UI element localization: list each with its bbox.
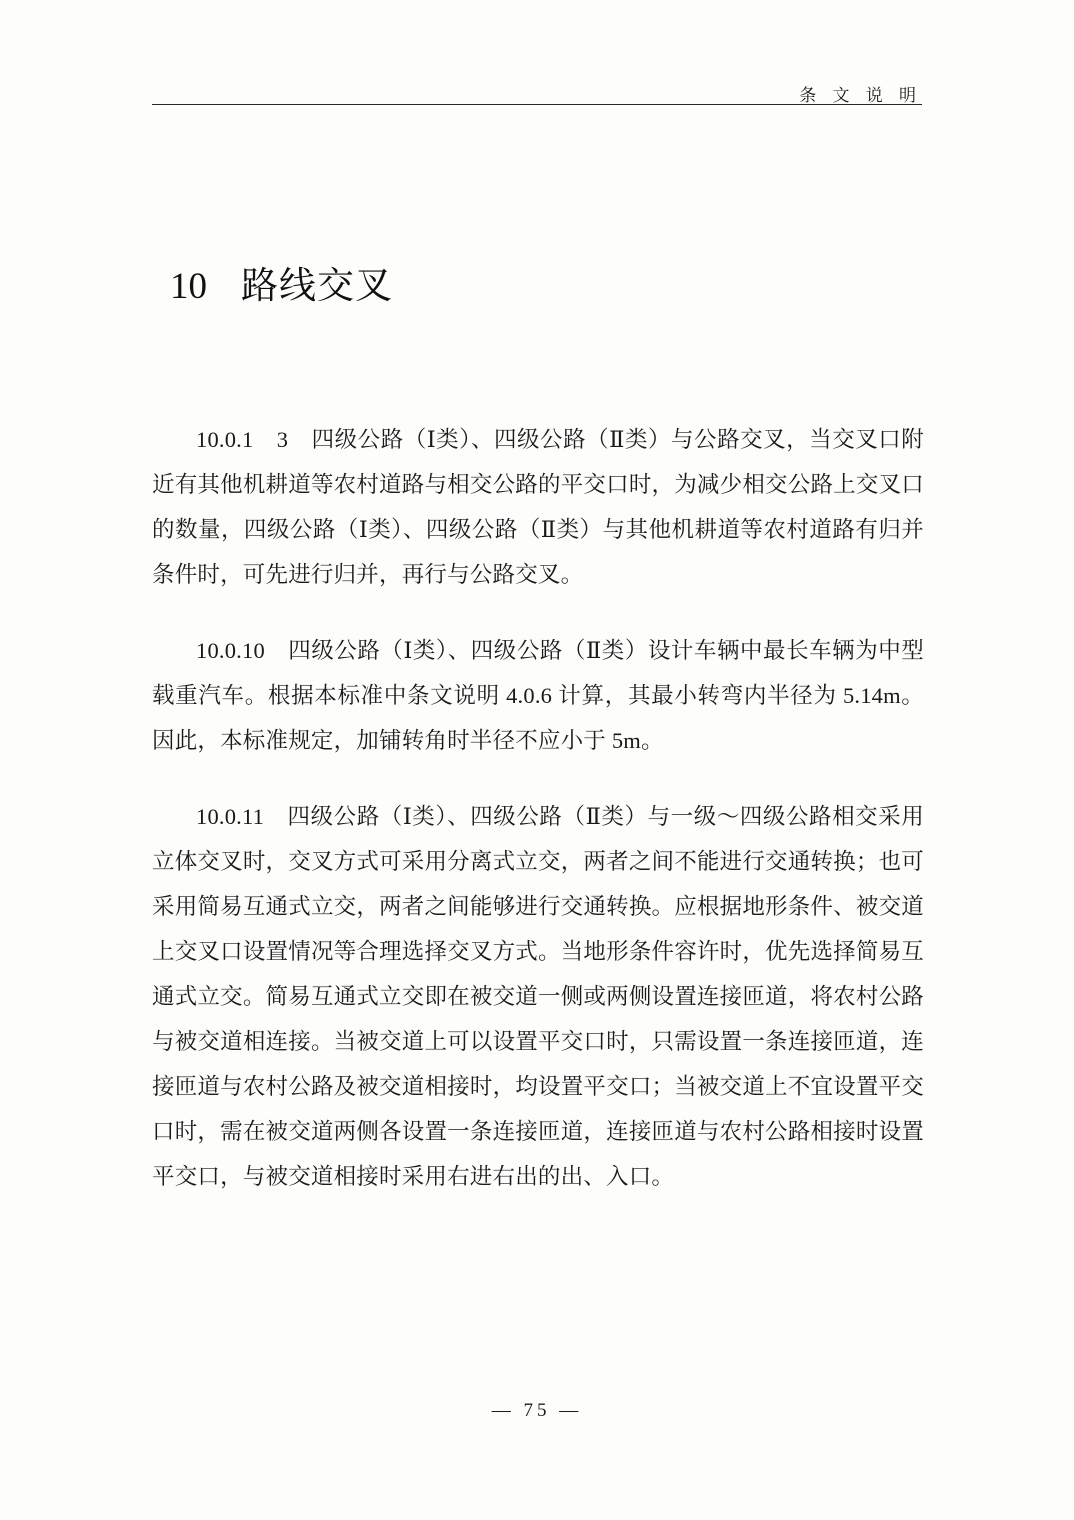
chapter-title-text: 路线交叉 bbox=[241, 266, 393, 307]
page-content bbox=[152, 150, 924, 1199]
body-text bbox=[152, 417, 924, 1199]
paragraph-10-0-10: 10.0.10 四级公路（Ⅰ类）、四级公路（Ⅱ类）设计车辆中最长车辆为中型载重汽车。根据本标准中条文说明 4.0.6 计算，其最小转弯内半径为 5.14m。因此，本标准规定，加铺转角时半径不应小于 5m。 bbox=[152, 638, 924, 753]
header-divider bbox=[152, 104, 922, 105]
header-label: 条 文 说 明 bbox=[799, 86, 922, 105]
chapter-heading bbox=[170, 255, 924, 309]
page-header bbox=[152, 72, 922, 106]
page-footer bbox=[0, 1400, 1074, 1422]
page-number: — 75 — bbox=[491, 1400, 583, 1421]
paragraph-10-0-11: 10.0.11 四级公路（Ⅰ类）、四级公路（Ⅱ类）与一级～四级公路相交采用立体交叉时，交叉方式可采用分离式立交，两者之间不能进行交通转换；也可采用简易互通式立交，两者之间能够进行交通转换。应根据地形条件、被交道上交叉口设置情况等合理选择交叉方式。当地形条件容许时，优先选择简易互通式立交。简易互通式立交即在被交道一侧或两侧设置连接匝道，将农村公路与被交道相连接。当被交道上可以设置平交口时，只需设置一条连接匝道，连接匝道与农村公路及被交道相接时，均设置平交口；当被交道上不宜设置平交口时，需在被交道两侧各设置一条连接匝道，连接匝道与农村公路相接时设置平交口，与被交道相接时采用右进右出的出、入口。 bbox=[152, 804, 924, 1189]
paragraph-10-0-1: 10.0.1 3 四级公路（Ⅰ类）、四级公路（Ⅱ类）与公路交叉，当交叉口附近有其他机耕道等农村道路与相交公路的平交口时，为减少相交公路上交叉口的数量，四级公路（Ⅰ类）、四级公路（Ⅱ类）与其他机耕道等农村道路有归并条件时，可先进行归并，再行与公路交叉。 bbox=[152, 427, 924, 587]
chapter-number: 10 bbox=[170, 266, 207, 307]
